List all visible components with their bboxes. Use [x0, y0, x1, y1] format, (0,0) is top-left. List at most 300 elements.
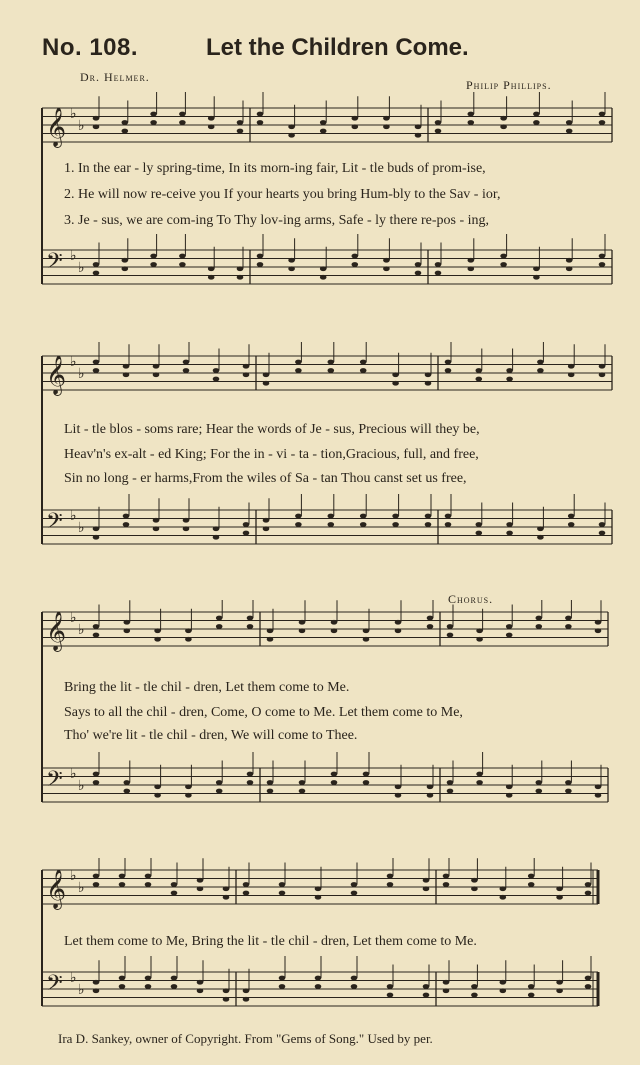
note-head [415, 124, 422, 129]
note-head [243, 372, 250, 377]
note-head [145, 874, 152, 879]
note-head [145, 976, 152, 981]
note-head [471, 993, 478, 998]
note-head [392, 514, 399, 519]
note-head [183, 368, 190, 373]
note-head [533, 120, 540, 125]
note-head [435, 271, 442, 276]
note-head [533, 275, 540, 280]
note-head [471, 984, 478, 989]
note-head [122, 258, 129, 263]
note-head [124, 620, 131, 625]
note-head [213, 377, 220, 382]
note-head [247, 616, 254, 621]
note-head [257, 254, 264, 259]
note-head [537, 368, 544, 373]
note-head [243, 997, 250, 1002]
flat-icon: ♭ [70, 107, 77, 122]
treble-clef-icon: 𝄞 [46, 355, 67, 395]
note-head [565, 624, 572, 629]
note-head [185, 637, 192, 642]
note-head [476, 368, 483, 373]
note-head [122, 120, 129, 125]
note-head [476, 377, 483, 382]
note-head [395, 784, 402, 789]
note-head [237, 120, 244, 125]
note-head [123, 514, 130, 519]
flat-icon: ♭ [70, 767, 77, 782]
note-head [299, 620, 306, 625]
note-head [351, 984, 358, 989]
note-head [257, 112, 264, 117]
note-head [351, 976, 358, 981]
note-head [197, 980, 204, 985]
note-head [435, 120, 442, 125]
note-head [154, 784, 161, 789]
note-head [500, 980, 507, 985]
note-head [247, 780, 254, 785]
note-head [383, 116, 390, 121]
note-head [476, 780, 483, 785]
note-head [352, 262, 359, 267]
lyric-line-4-1: Let them come to Me, Bring the lit - tle chil - dren, Let them come to Me. [64, 934, 477, 949]
note-head [500, 988, 507, 993]
note-head [447, 624, 454, 629]
note-head [257, 120, 264, 125]
note-head [387, 874, 394, 879]
lyric-line-2-1: Lit - tle blos - soms rare; Hear the words of Je - sus, Precious will they be, [64, 422, 480, 437]
note-head [352, 254, 359, 259]
note-head [299, 628, 306, 633]
note-head [267, 628, 274, 633]
note-head [93, 360, 100, 365]
flat-icon: ♭ [70, 611, 77, 626]
note-head [263, 518, 270, 523]
flat-icon: ♭ [78, 779, 85, 794]
note-head [331, 780, 338, 785]
note-head [537, 360, 544, 365]
note-head [595, 784, 602, 789]
note-head [423, 984, 430, 989]
note-head [528, 993, 535, 998]
note-head [279, 882, 286, 887]
note-head [93, 624, 100, 629]
note-head [216, 789, 223, 794]
note-head [536, 616, 543, 621]
note-head [556, 988, 563, 993]
flat-icon: ♭ [78, 881, 85, 896]
note-head [122, 266, 129, 271]
note-head [119, 882, 126, 887]
note-head [360, 360, 367, 365]
bass-staff [42, 752, 608, 802]
note-head [183, 360, 190, 365]
note-head [599, 531, 606, 536]
note-head [425, 381, 432, 386]
lyric-line-1-2: 2. He will now re-ceive you If your hearts you bring Hum-bly to the Sav - ior, [64, 187, 501, 202]
note-head [183, 518, 190, 523]
note-head [208, 124, 215, 129]
note-head [435, 262, 442, 267]
note-head [387, 984, 394, 989]
note-head [599, 254, 606, 259]
note-head [299, 780, 306, 785]
note-head [566, 258, 573, 263]
note-head [423, 886, 430, 891]
note-head [267, 780, 274, 785]
note-head [568, 364, 575, 369]
note-head [533, 112, 540, 117]
note-head [447, 789, 454, 794]
note-head [123, 364, 130, 369]
note-head [213, 368, 220, 373]
note-head [295, 514, 302, 519]
treble-staff [42, 342, 612, 396]
note-head [243, 522, 250, 527]
note-head [599, 372, 606, 377]
note-head [288, 133, 295, 138]
note-head [93, 988, 100, 993]
note-head [223, 895, 230, 900]
note-head [119, 976, 126, 981]
note-head [171, 976, 178, 981]
lyric-line-3-1: Bring the lit - tle chil - dren, Let them come to Me. [64, 680, 350, 695]
note-head [528, 882, 535, 887]
note-head [299, 789, 306, 794]
note-head [124, 789, 131, 794]
note-head [599, 522, 606, 527]
note-head [315, 895, 322, 900]
note-head [320, 275, 327, 280]
lyric-line-3-3: Tho' we're lit - tle chil - dren, We will come to Thee. [64, 728, 358, 743]
note-head [423, 993, 430, 998]
note-head [468, 258, 475, 263]
note-head [352, 116, 359, 121]
note-head [267, 637, 274, 642]
note-head [124, 628, 131, 633]
note-head [476, 772, 483, 777]
note-head [295, 522, 302, 527]
note-head [93, 535, 100, 540]
note-head [415, 133, 422, 138]
note-head [279, 891, 286, 896]
note-head [93, 882, 100, 887]
note-head [599, 112, 606, 117]
note-head [93, 633, 100, 638]
note-head [243, 891, 250, 896]
note-head [263, 372, 270, 377]
note-head [500, 886, 507, 891]
note-head [237, 266, 244, 271]
note-head [123, 372, 130, 377]
note-head [328, 514, 335, 519]
note-head [328, 522, 335, 527]
flat-icon: ♭ [78, 623, 85, 638]
note-head [537, 535, 544, 540]
note-head [237, 275, 244, 280]
note-head [216, 616, 223, 621]
note-head [427, 616, 434, 621]
note-head [427, 793, 434, 798]
note-head [150, 262, 157, 267]
note-head [392, 372, 399, 377]
note-head [154, 637, 161, 642]
bass-clef-icon: 𝄢 [46, 767, 63, 797]
note-head [599, 120, 606, 125]
note-head [208, 275, 215, 280]
note-head [208, 116, 215, 121]
note-head [153, 518, 160, 523]
note-head [387, 993, 394, 998]
flat-icon: ♭ [78, 261, 85, 276]
note-head [533, 266, 540, 271]
note-head [585, 891, 592, 896]
note-head [468, 112, 475, 117]
note-head [351, 882, 358, 887]
note-head [320, 266, 327, 271]
hymn-number: No. 108. [42, 34, 139, 61]
lyric-line-1-1: 1. In the ear - ly spring-time, In its morn-ing fair, Lit - tle buds of prom-ise, [64, 161, 486, 176]
note-head [536, 789, 543, 794]
note-head [288, 258, 295, 263]
note-head [568, 522, 575, 527]
note-head [599, 262, 606, 267]
note-head [383, 124, 390, 129]
treble-clef-icon: 𝄞 [46, 611, 67, 651]
note-head [315, 886, 322, 891]
note-head [360, 522, 367, 527]
note-head [93, 780, 100, 785]
note-head [415, 262, 422, 267]
flat-icon: ♭ [78, 367, 85, 382]
note-head [93, 772, 100, 777]
note-head [363, 772, 370, 777]
note-head [556, 886, 563, 891]
note-head [243, 882, 250, 887]
note-head [537, 526, 544, 531]
note-head [93, 116, 100, 121]
note-head [279, 984, 286, 989]
note-head [150, 120, 157, 125]
bass-clef-icon: 𝄢 [46, 249, 63, 279]
note-head [213, 535, 220, 540]
note-head [445, 522, 452, 527]
music-credit: Philip Phillips. [466, 78, 552, 92]
bass-clef-icon: 𝄢 [46, 509, 63, 539]
treble-staff [42, 92, 612, 148]
note-head [447, 780, 454, 785]
note-head [565, 616, 572, 621]
note-head [179, 112, 186, 117]
note-head [145, 984, 152, 989]
note-head [247, 772, 254, 777]
note-head [556, 895, 563, 900]
note-head [363, 780, 370, 785]
note-head [93, 980, 100, 985]
note-head [263, 526, 270, 531]
note-head [257, 262, 264, 267]
note-head [443, 874, 450, 879]
note-head [154, 628, 161, 633]
note-head [153, 372, 160, 377]
lyric-line-2-2: Heav'n's ex-alt - ed King; For the in - vi - ta - tion,Gracious, full, and free, [64, 447, 479, 462]
note-head [471, 878, 478, 883]
note-head [443, 882, 450, 887]
note-head [145, 882, 152, 887]
note-head [295, 360, 302, 365]
note-head [471, 886, 478, 891]
note-head [427, 624, 434, 629]
note-head [443, 988, 450, 993]
flat-icon: ♭ [78, 521, 85, 536]
note-head [425, 522, 432, 527]
note-head [476, 628, 483, 633]
lyric-line-1-3: 3. Je - sus, we are com-ing To Thy lov-ing arms, Safe - ly there re-pos - ing, [64, 213, 490, 228]
note-head [476, 637, 483, 642]
note-head [331, 772, 338, 777]
note-head [468, 266, 475, 271]
words-credit: Dr. Helmer. [80, 70, 150, 84]
note-head [500, 124, 507, 129]
note-head [528, 984, 535, 989]
note-head [267, 789, 274, 794]
copyright-footer: Ira D. Sankey, owner of Copyright. From "Gems of Song." Used by per. [58, 1031, 433, 1046]
note-head [565, 780, 572, 785]
note-head [263, 381, 270, 386]
note-head [435, 129, 442, 134]
note-head [506, 368, 513, 373]
note-head [185, 784, 192, 789]
note-head [392, 522, 399, 527]
note-head [352, 124, 359, 129]
note-head [415, 271, 422, 276]
note-head [585, 882, 592, 887]
note-head [171, 891, 178, 896]
note-head [208, 266, 215, 271]
note-head [351, 891, 358, 896]
note-head [556, 980, 563, 985]
note-head [331, 628, 338, 633]
note-head [536, 780, 543, 785]
note-head [595, 620, 602, 625]
note-head [93, 526, 100, 531]
flat-icon: ♭ [70, 971, 77, 986]
note-head [223, 988, 230, 993]
note-head [153, 364, 160, 369]
note-head [123, 522, 130, 527]
note-head [506, 531, 513, 536]
note-head [197, 886, 204, 891]
note-head [171, 984, 178, 989]
lyric-line-2-3: Sin no long - er harms,From the wiles of Sa - tan Thou canst set us free, [64, 471, 467, 486]
note-head [536, 624, 543, 629]
note-head [423, 878, 430, 883]
note-head [360, 514, 367, 519]
note-head [528, 874, 535, 879]
note-head [237, 129, 244, 134]
note-head [395, 620, 402, 625]
note-head [445, 360, 452, 365]
note-head [445, 368, 452, 373]
note-head [122, 129, 129, 134]
note-head [119, 874, 126, 879]
note-head [500, 895, 507, 900]
note-head [363, 628, 370, 633]
note-head [320, 129, 327, 134]
bass-staff [42, 234, 612, 284]
note-head [93, 271, 100, 276]
note-head [179, 254, 186, 259]
note-head [383, 266, 390, 271]
note-head [197, 878, 204, 883]
treble-staff [42, 600, 608, 652]
bass-staff [42, 494, 612, 544]
note-head [93, 262, 100, 267]
note-head [288, 124, 295, 129]
note-head [179, 262, 186, 267]
note-head [216, 780, 223, 785]
treble-clef-icon: 𝄞 [46, 869, 67, 909]
note-head [119, 984, 126, 989]
note-head [150, 112, 157, 117]
note-head [500, 262, 507, 267]
flat-icon: ♭ [70, 509, 77, 524]
treble-clef-icon: 𝄞 [46, 107, 67, 147]
note-head [506, 624, 513, 629]
note-head [500, 116, 507, 121]
note-head [427, 784, 434, 789]
note-head [395, 793, 402, 798]
treble-staff [42, 858, 598, 910]
note-head [124, 780, 131, 785]
note-head [216, 624, 223, 629]
note-head [223, 997, 230, 1002]
note-head [568, 372, 575, 377]
bass-clef-icon: 𝄢 [46, 971, 63, 1001]
note-head [154, 793, 161, 798]
note-head [568, 514, 575, 519]
note-head [565, 789, 572, 794]
note-head [328, 368, 335, 373]
note-head [153, 526, 160, 531]
note-head [197, 988, 204, 993]
flat-icon: ♭ [70, 249, 77, 264]
note-head [425, 514, 432, 519]
note-head [279, 976, 286, 981]
note-head [171, 882, 178, 887]
note-head [363, 637, 370, 642]
note-head [179, 120, 186, 125]
note-head [506, 633, 513, 638]
note-head [443, 980, 450, 985]
lyric-line-3-2: Says to all the chil - dren, Come, O come to Me. Let them come to Me, [64, 705, 463, 720]
note-head [183, 526, 190, 531]
note-head [247, 624, 254, 629]
bass-staff [42, 956, 598, 1006]
note-head [566, 129, 573, 134]
note-head [506, 784, 513, 789]
note-head [328, 360, 335, 365]
note-head [185, 628, 192, 633]
note-head [243, 531, 250, 536]
note-head [595, 793, 602, 798]
note-head [331, 620, 338, 625]
note-head [425, 372, 432, 377]
note-head [395, 628, 402, 633]
flat-icon: ♭ [78, 983, 85, 998]
note-head [392, 381, 399, 386]
note-head [223, 886, 230, 891]
